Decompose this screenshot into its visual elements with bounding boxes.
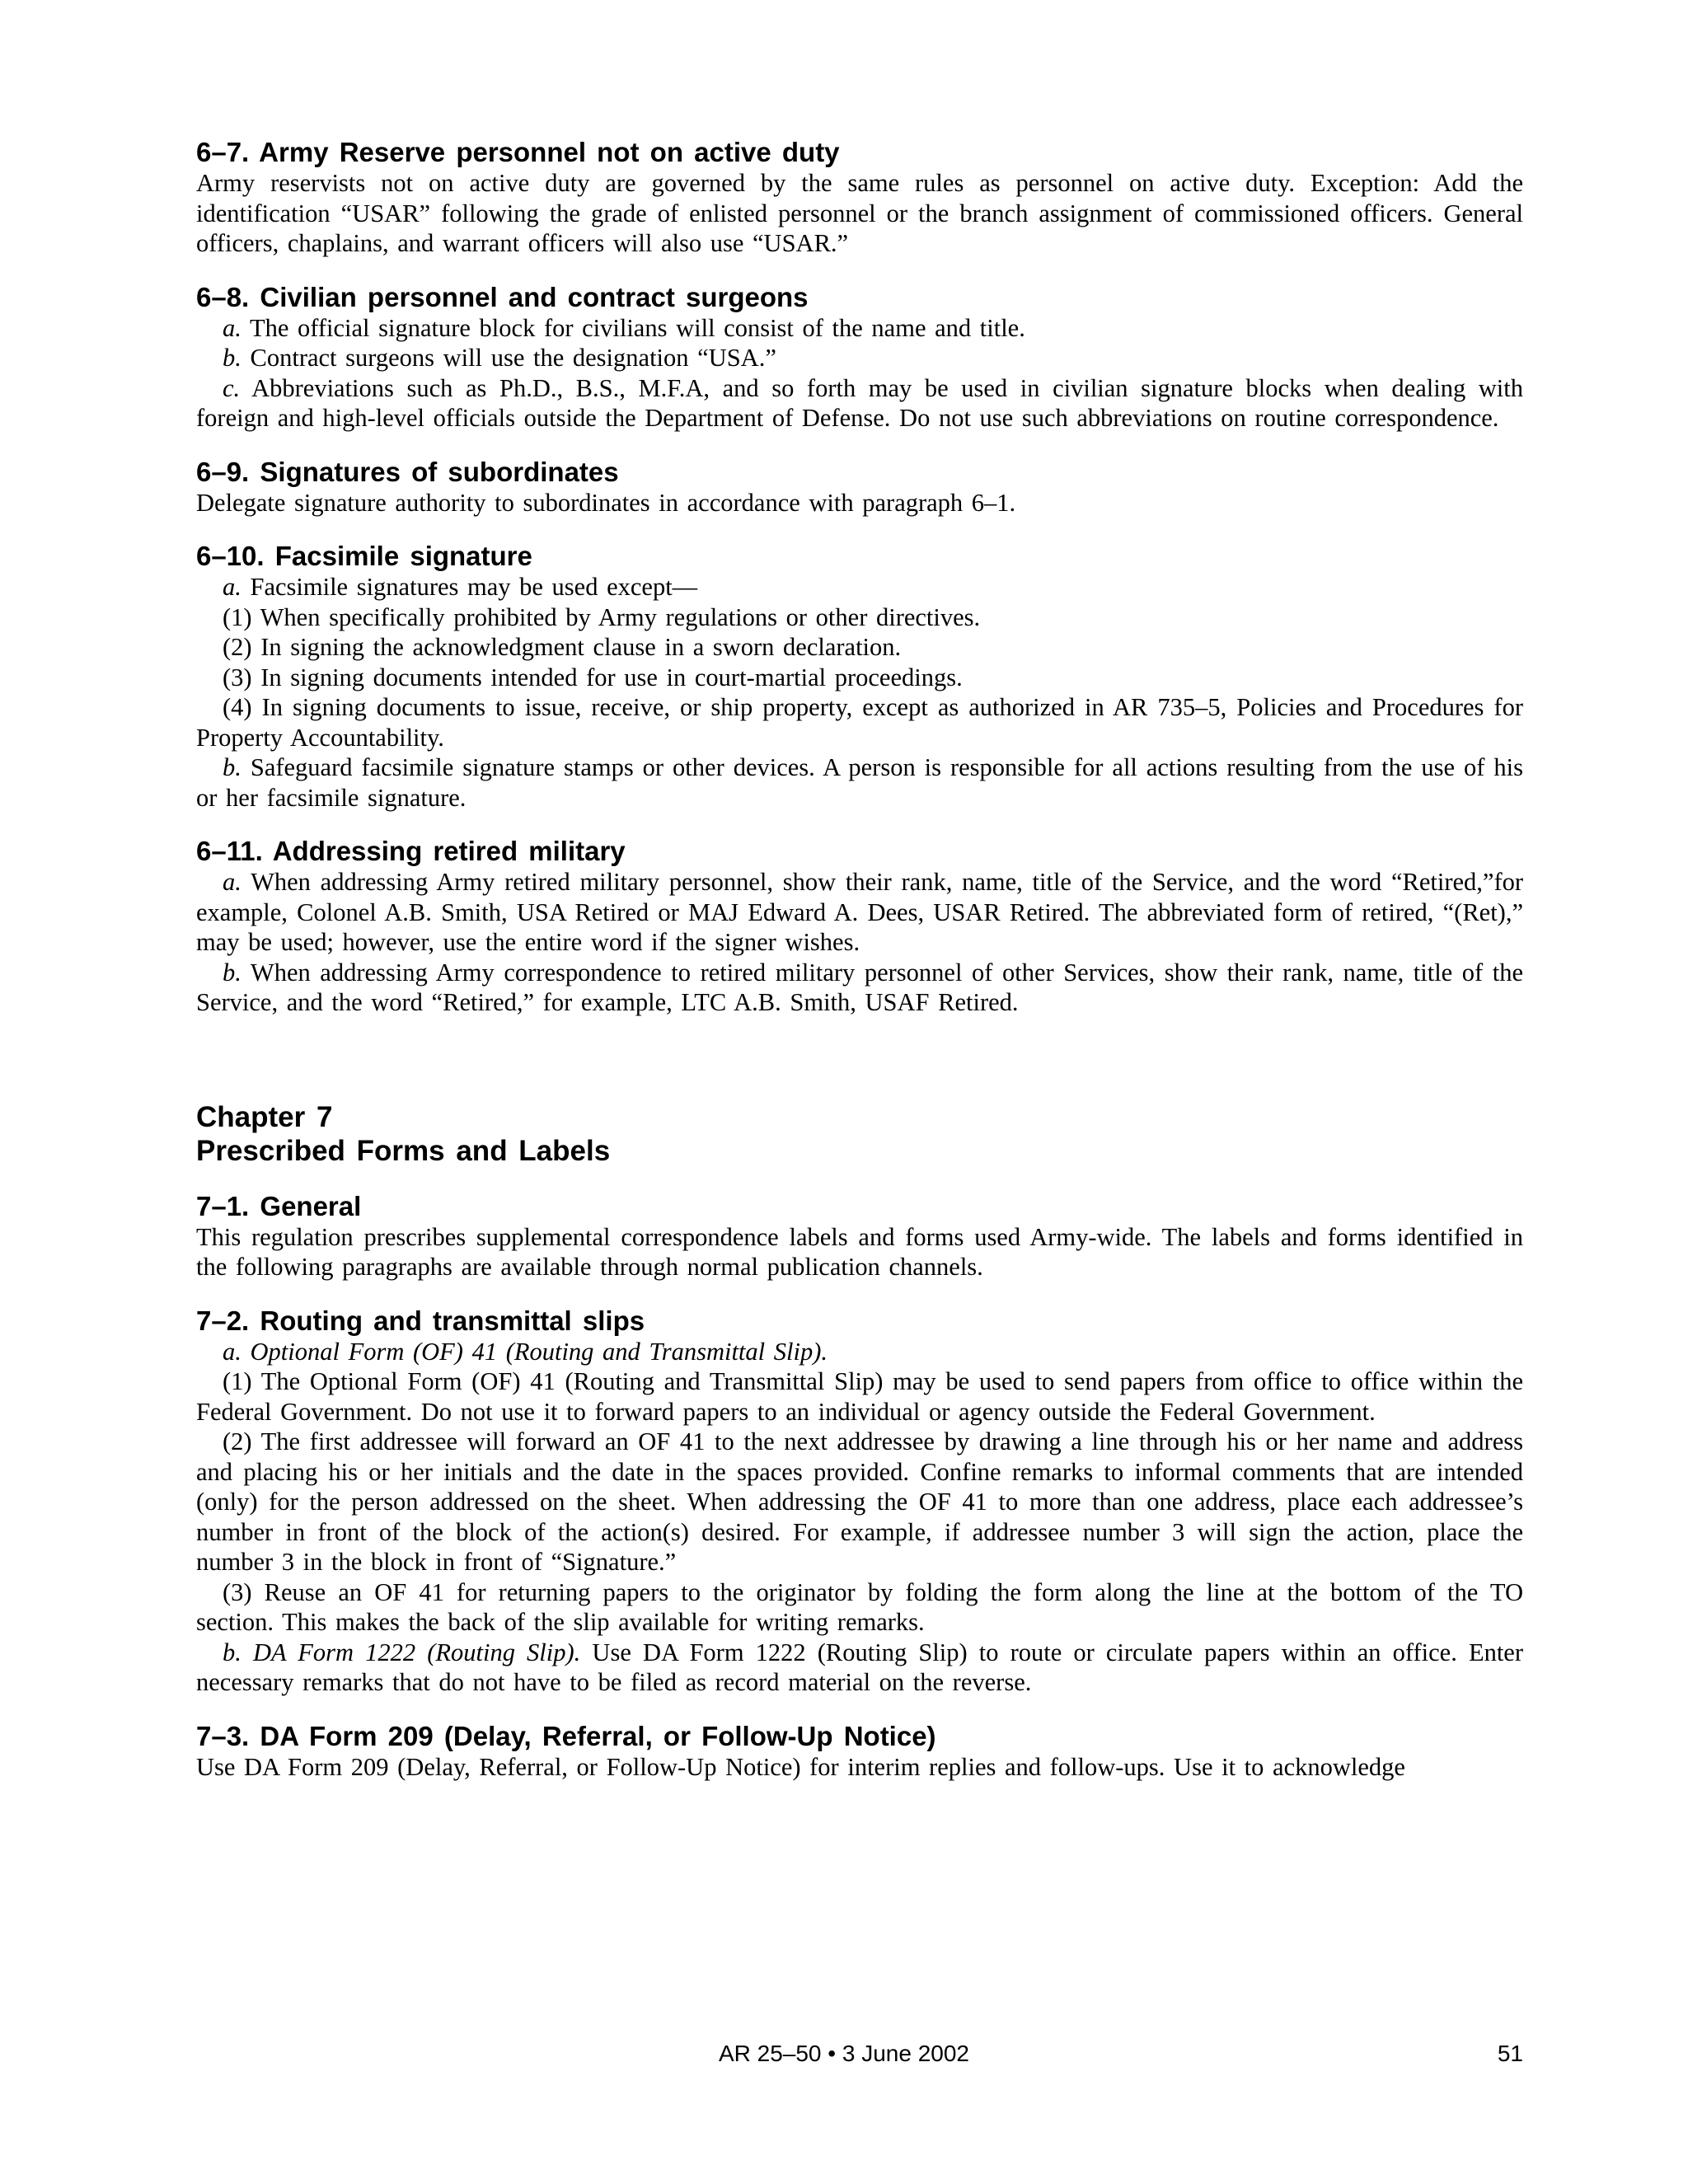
paragraph-a (196, 313, 1523, 344)
item-text: Safeguard facsimile signature stamps or other devices. A person is responsible for all actions resulting from the use of his or her facsimile signature. (196, 753, 1524, 812)
list-item: (4) In signing documents to issue, receive, or ship property, except as authorized in AR 735–5, Policies and Procedures for Property Accountability. (196, 693, 1523, 752)
item-text: When addressing Army retired military personnel, show their rank, name, title of the Service, and the word “Retired,”for example, Colonel A.B. Smith, USA Retired or MAJ Edward A. Dees, USAR Retired. The abbreviated form of retired, “(Ret),” may be used; however, use the entire word if the signer wishes. (196, 868, 1524, 956)
paragraph-b (196, 958, 1523, 1018)
item-text: Use DA Form 1222 (Routing Slip) to route or circulate papers within an office. Enter necessary remarks that do not have to be filed as record material on the reverse. (196, 1638, 1524, 1696)
section-heading: 7–2. Routing and transmittal slips (196, 1305, 645, 1336)
item-text: When addressing Army correspondence to retired military personnel of other Services, show their rank, name, title of the Service, and the word “Retired,” for example, LTC A.B. Smith, USAF Retired. (196, 958, 1524, 1016)
section-6-7 (196, 137, 1523, 259)
item-label: c. (223, 373, 241, 402)
item-text: The official signature block for civilians will consist of the name and title. (249, 313, 1025, 342)
paragraph: This regulation prescribes supplemental correspondence labels and forms used Army-wide. The labels and forms identified in the following paragraphs are available through normal publication channels. (196, 1222, 1523, 1281)
paragraph-c (196, 373, 1523, 434)
section-heading: 6–8. Civilian personnel and contract surgeons (196, 281, 809, 312)
paragraph-a (196, 572, 1523, 602)
chapter-title: Prescribed Forms and Labels (196, 1134, 611, 1167)
paragraph: Use DA Form 209 (Delay, Referral, or Follow-Up Notice) for interim replies and follow-ups. Use it to acknowledge (196, 1752, 1405, 1781)
list-item: (3) Reuse an OF 41 for returning papers to the originator by folding the form along the line at the bottom of the TO section. This makes the back of the slip available for writing remarks. (196, 1577, 1523, 1636)
paragraph-a (196, 867, 1523, 958)
list-item: (1) When specifically prohibited by Army regulations or other directives. (223, 602, 981, 631)
list-item: (2) In signing the acknowledgment clause in a sworn declaration. (223, 633, 902, 661)
section-6-9 (196, 457, 1523, 518)
list-item: (3) In signing documents intended for use in court-martial proceedings. (223, 663, 963, 691)
paragraph: Delegate signature authority to subordinates in accordance with paragraph 6–1. (196, 488, 1016, 517)
item-label: b. (223, 958, 241, 987)
section-6-10 (196, 541, 1523, 813)
item-label: a. (223, 868, 241, 896)
item-label: b. (223, 753, 241, 781)
section-heading: 6–9. Signatures of subordinates (196, 456, 619, 487)
item-label: b. (223, 344, 241, 372)
section-heading: 6–10. Facsimile signature (196, 541, 532, 571)
section-7-3 (196, 1721, 1523, 1783)
section-6-8 (196, 282, 1523, 434)
item-label: a. (223, 573, 241, 601)
list-item: (2) The first addressee will forward an OF 41 to the next addressee by drawing a line through his or her name and address and placing his or her initials and the date in the spaces provided. Confine remarks to informal comments that are intended (only) for the person addressed on the sheet. When addressing the OF 41 to more than one address, place each addressee’s number in front of the block of the action(s) desired. For example, if addressee number 3 will sign the action, place the number 3 in the block in front of “Signature.” (196, 1427, 1523, 1576)
chapter-number: Chapter 7 (196, 1100, 333, 1133)
page-content (196, 137, 1523, 1782)
document-id: AR 25–50 • 3 June 2002 (718, 2041, 970, 2066)
section-7-1 (196, 1191, 1523, 1282)
paragraph-b (196, 343, 1523, 373)
item-label: a. (223, 313, 241, 342)
section-7-2 (196, 1305, 1523, 1698)
section-heading: 7–1. General (196, 1190, 362, 1221)
paragraph: Army reservists not on active duty are governed by the same rules as personnel on active duty. Exception: Add the identification “USAR” following the grade of enlisted personnel or the branch assignment of commissioned officers. General officers, chaplains, and warrant officers will also use “USAR.” (196, 169, 1523, 257)
item-title: b. DA Form 1222 (Routing Slip). (223, 1638, 581, 1666)
item-text: Abbreviations such as Ph.D., B.S., M.F.A, and so forth may be used in civilian signature blocks when dealing with foreign and high-level officials outside the Department of Defense. Do not use such abbreviations on routine correspondence. (196, 373, 1524, 432)
section-heading: 7–3. DA Form 209 (Delay, Referral, or Follow-Up Notice) (196, 1720, 936, 1751)
section-heading: 6–11. Addressing retired military (196, 836, 626, 866)
paragraph-a-title: a. Optional Form (OF) 41 (Routing and Transmittal Slip). (223, 1337, 828, 1366)
paragraph-b (196, 1638, 1523, 1698)
item-text: Facsimile signatures may be used except— (250, 573, 698, 601)
paragraph-b (196, 752, 1523, 813)
page-number: 51 (1497, 2041, 1523, 2066)
section-6-11 (196, 836, 1523, 1018)
chapter-heading (196, 1100, 1523, 1168)
section-heading: 6–7. Army Reserve personnel not on active duty (196, 137, 840, 167)
item-text: Contract surgeons will use the designation “USA.” (250, 344, 776, 372)
list-item: (1) The Optional Form (OF) 41 (Routing and Transmittal Slip) may be used to send papers from office to office within the Federal Government. Do not use it to forward papers to an individual or agency outside the Federal Government. (196, 1367, 1523, 1426)
